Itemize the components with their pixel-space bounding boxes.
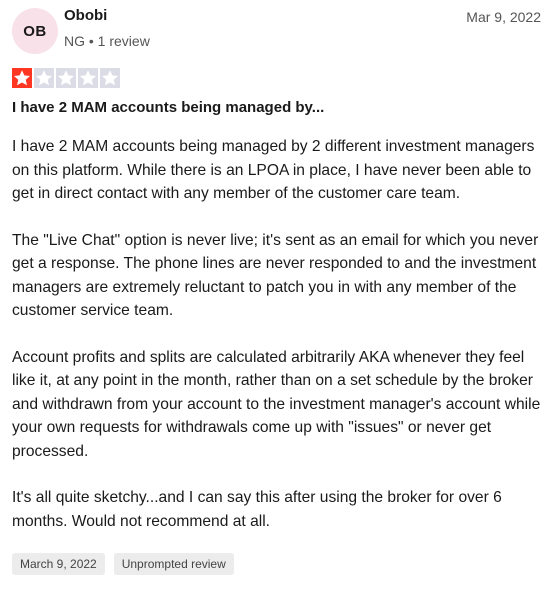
review-date: Mar 9, 2022 (466, 9, 541, 25)
star-icon (100, 68, 120, 88)
star-rating (12, 68, 120, 88)
review-paragraph: Account profits and splits are calculated arbitrarily AKA whenever they feel like it, at any point in the month, rather than on a set schedule by the broker and withdrawn from your account to the investment manager's account while your own requests for withdrawals come up with "issues" or never get processed. (12, 348, 541, 460)
star-icon (12, 68, 32, 88)
review-title[interactable]: I have 2 MAM accounts being managed by... (12, 99, 325, 116)
avatar-initials: OB (23, 22, 47, 40)
reviewer-meta: NG • 1 review (64, 33, 150, 49)
review-paragraph: It's all quite sketchy...and I can say this after using the broker for over 6 months. Would not recommend at all. (12, 489, 502, 530)
avatar[interactable] (12, 8, 58, 54)
review-tags (12, 553, 234, 575)
star-icon (56, 68, 76, 88)
reviewer-name[interactable]: Obobi (64, 7, 108, 24)
star-icon (78, 68, 98, 88)
star-icon (34, 68, 54, 88)
review-paragraph: The "Live Chat" option is never live; it's sent as an email for which you never get a response. The phone lines are never responded to and the investment managers are extremely reluctant to patch you in with any member of the customer service team. (12, 231, 539, 319)
unprompted-review-tag[interactable]: Unprompted review (114, 553, 234, 575)
date-tag: March 9, 2022 (12, 553, 105, 575)
review-paragraph: I have 2 MAM accounts being managed by 2 different investment managers on this platform. While there is an LPOA in place, I have never been able to get in direct contact with any member of the customer care team. (12, 138, 535, 202)
review-body (12, 135, 542, 556)
